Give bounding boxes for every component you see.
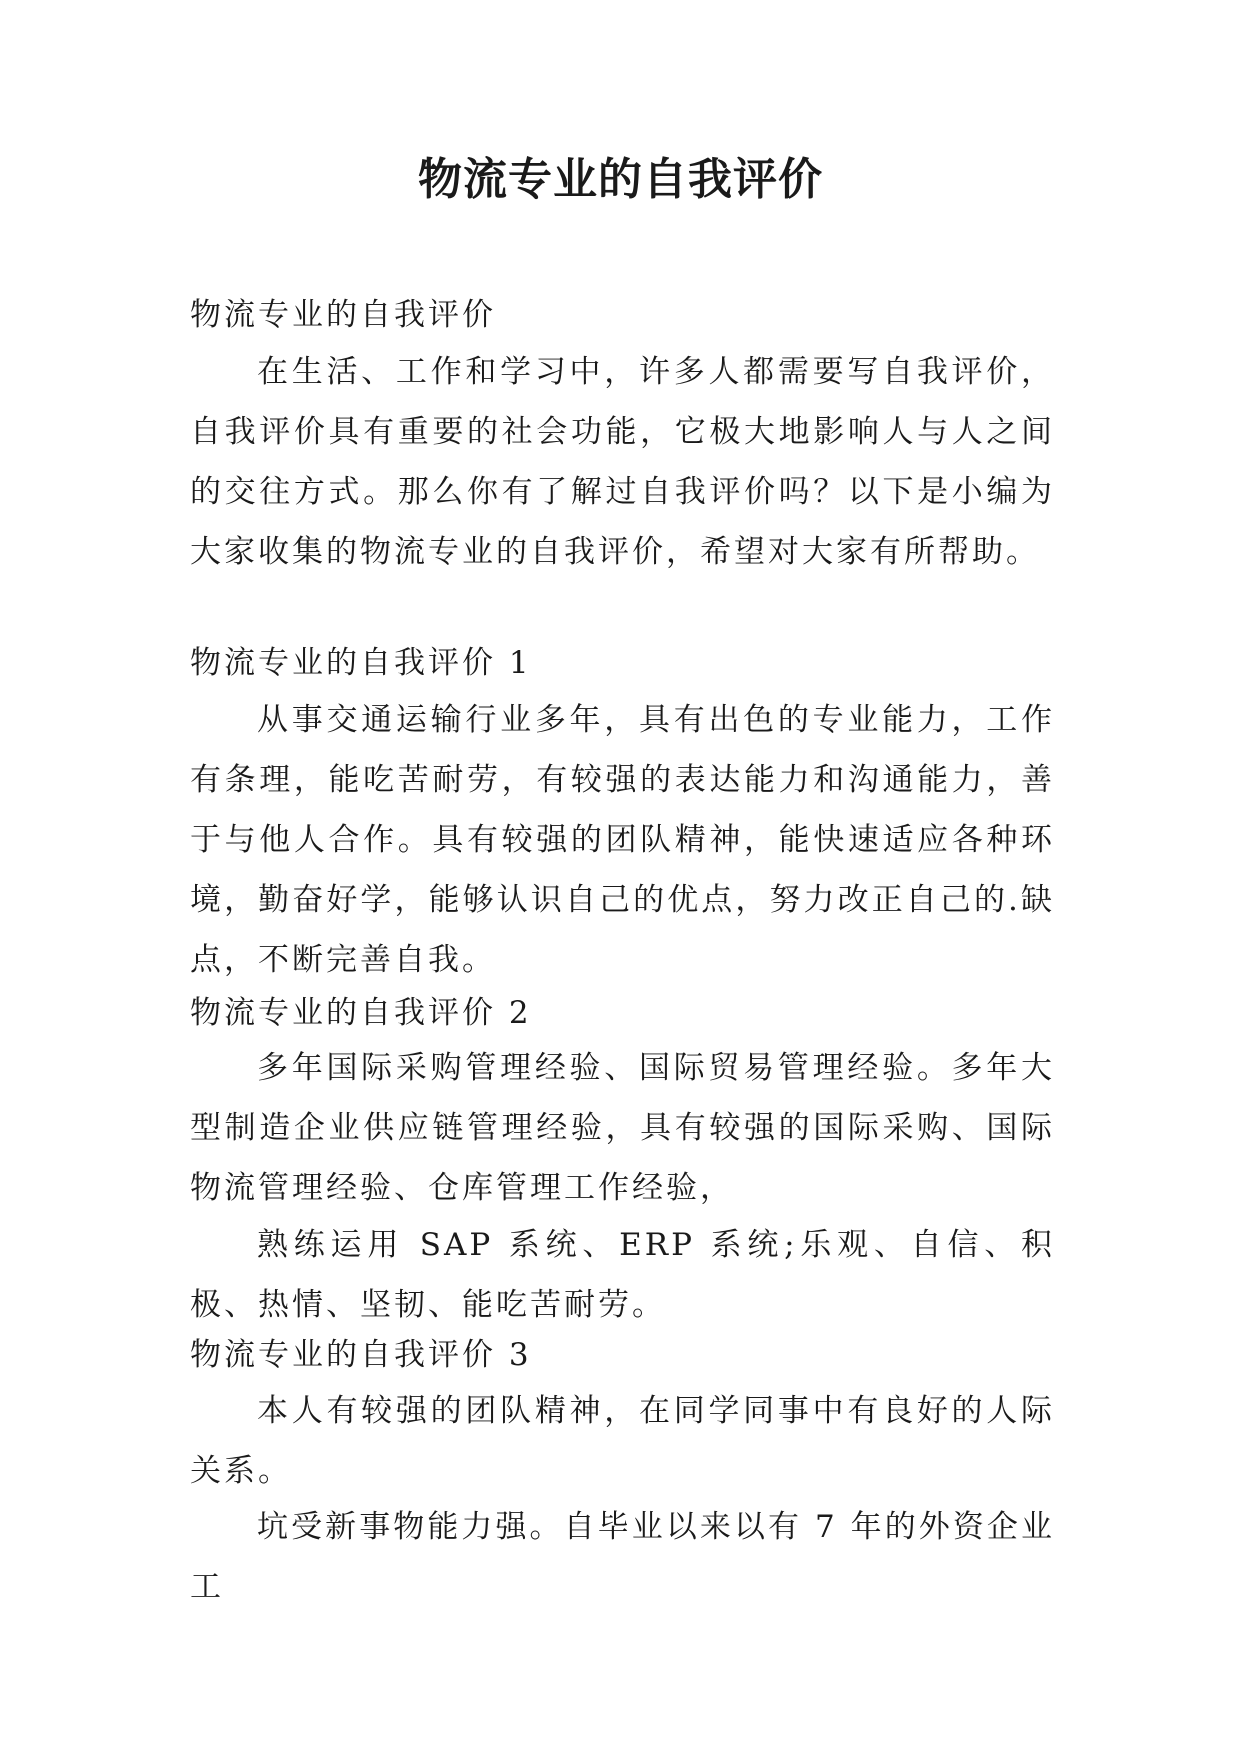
section-1-paragraph-1: 从事交通运输行业多年，具有出色的专业能力，工作有条理，能吃苦耐劳，有较强的表达能力和沟通能力，善于与他人合作。具有较强的团队精神，能快速适应各种环境，勤奋好学，能够认识自己的优点，努力改正自己的.缺点，不断完善自我。: [190, 702, 1055, 978]
document-title: 物流专业的自我评价: [418, 154, 823, 205]
section-2-heading: 物流专业的自我评价 2: [190, 995, 532, 1031]
intro-heading: 物流专业的自我评价: [190, 297, 496, 333]
section-3-paragraph-1: 本人有较强的团队精神，在同学同事中有良好的人际关系。: [190, 1393, 1055, 1489]
section-3-heading: 物流专业的自我评价 3: [190, 1337, 532, 1373]
section-3-paragraph-2: 坑受新事物能力强。自毕业以来以有 7 年的外资企业工: [190, 1509, 1055, 1605]
section-2-paragraph-1: 多年国际采购管理经验、国际贸易管理经验。多年大型制造企业供应链管理经验，具有较强的国际采购、国际物流管理经验、仓库管理工作经验，: [190, 1050, 1055, 1206]
section-2-paragraph-2: 熟练运用 SAP 系统、ERP 系统;乐观、自信、积极、热情、坚韧、能吃苦耐劳。: [190, 1227, 1055, 1323]
section-1-heading: 物流专业的自我评价 1: [190, 645, 532, 681]
intro-paragraph: 在生活、工作和学习中，许多人都需要写自我评价，自我评价具有重要的社会功能，它极大地影响人与人之间的交往方式。那么你有了解过自我评价吗？以下是小编为大家收集的物流专业的自我评价，希望对大家有所帮助。: [190, 354, 1055, 570]
